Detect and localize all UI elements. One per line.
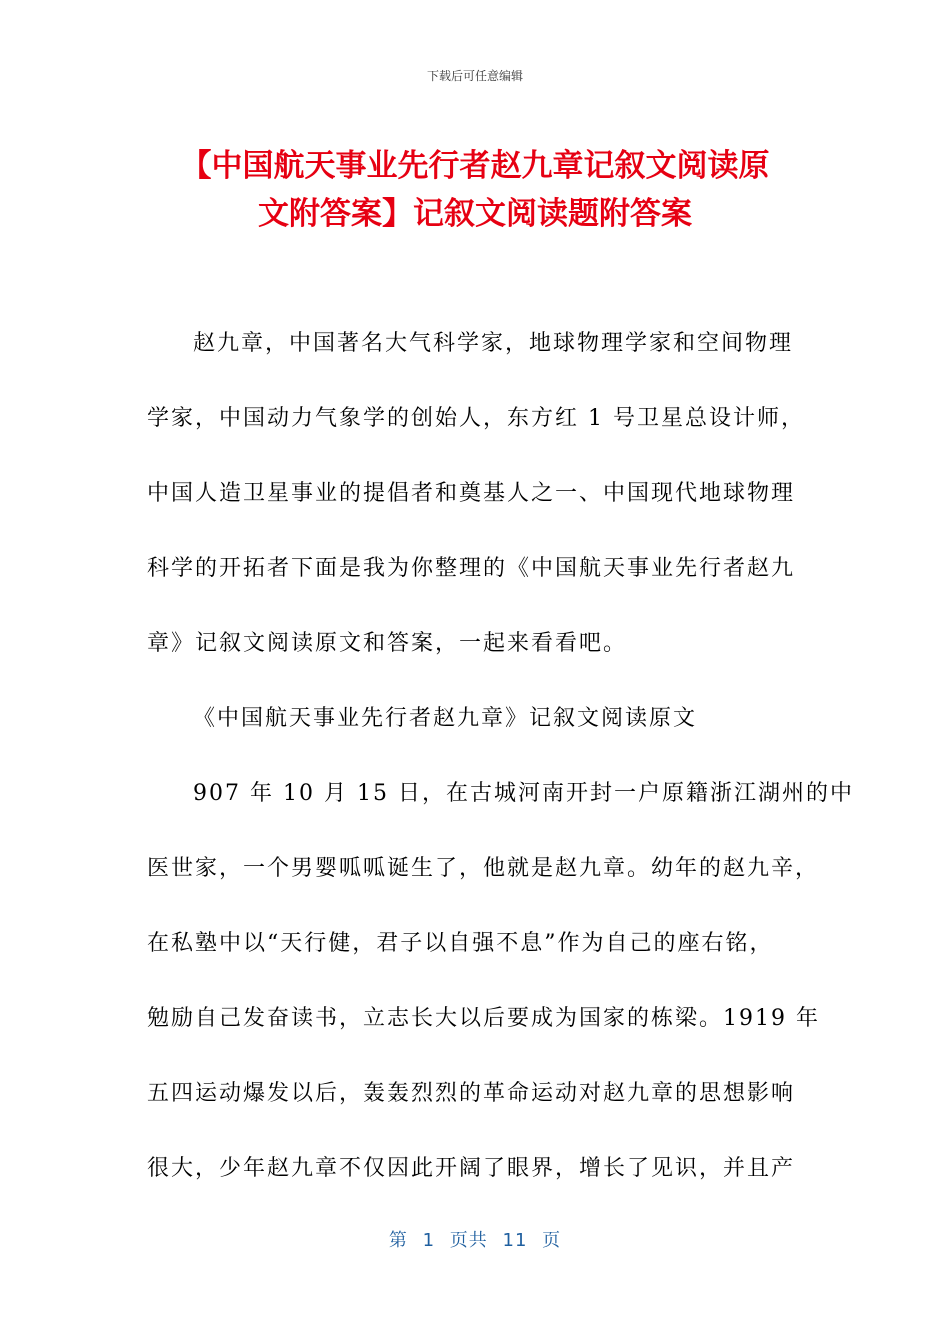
paragraph-intro (147, 306, 807, 681)
footer-total-pages: 11 (502, 1230, 528, 1251)
paragraph-line: 在私塾中以“天行健，君子以自强不息”作为自己的座右铭， (147, 931, 774, 956)
paragraph-subtitle (147, 681, 807, 756)
document-title (140, 142, 810, 238)
paragraph-line: 很大，少年赵九章不仅因此开阔了眼界，增长了见识，并且产 (147, 1156, 796, 1181)
paragraph-line: 907 年 10 月 15 日，在古城河南开封一户原籍浙江湖州的中 (193, 781, 854, 806)
paragraph-line: 医世家，一个男婴呱呱诞生了，他就是赵九章。幼年的赵九辛， (147, 856, 820, 881)
title-line-2: 文附答案】记叙文阅读题附答案 (258, 196, 692, 232)
paragraph-line: 五四运动爆发以后，轰轰烈烈的革命运动对赵九章的思想影响 (147, 1081, 796, 1106)
footer-page-number: 1 (422, 1230, 436, 1251)
paragraph-line: 中国人造卫星事业的提倡者和奠基人之一、中国现代地球物理 (147, 481, 796, 506)
page-footer (0, 1226, 950, 1252)
header-note: 下载后可任意编辑 (426, 69, 523, 83)
paragraph-line: 赵九章，中国著名大气科学家，地球物理学家和空间物理 (193, 331, 794, 356)
title-line-1: 【中国航天事业先行者赵九章记叙文阅读原 (180, 148, 770, 184)
footer-suffix: 页 (542, 1230, 562, 1251)
paragraph-line: 学家，中国动力气象学的创始人，东方红 1 号卫星总设计师， (147, 406, 805, 431)
paragraph-line: 科学的开拓者下面是我为你整理的《中国航天事业先行者赵九 (147, 556, 796, 581)
footer-prefix: 第 (388, 1230, 408, 1251)
paragraph-line: 章》记叙文阅读原文和答案，一起来看看吧。 (147, 631, 628, 656)
paragraph-story (147, 756, 854, 1206)
paragraph-line: 《中国航天事业先行者赵九章》记叙文阅读原文 (193, 706, 698, 731)
paragraph-line: 勉励自己发奋读书，立志长大以后要成为国家的栋梁。1919 年 (147, 1006, 820, 1031)
footer-middle: 页共 (449, 1230, 488, 1251)
